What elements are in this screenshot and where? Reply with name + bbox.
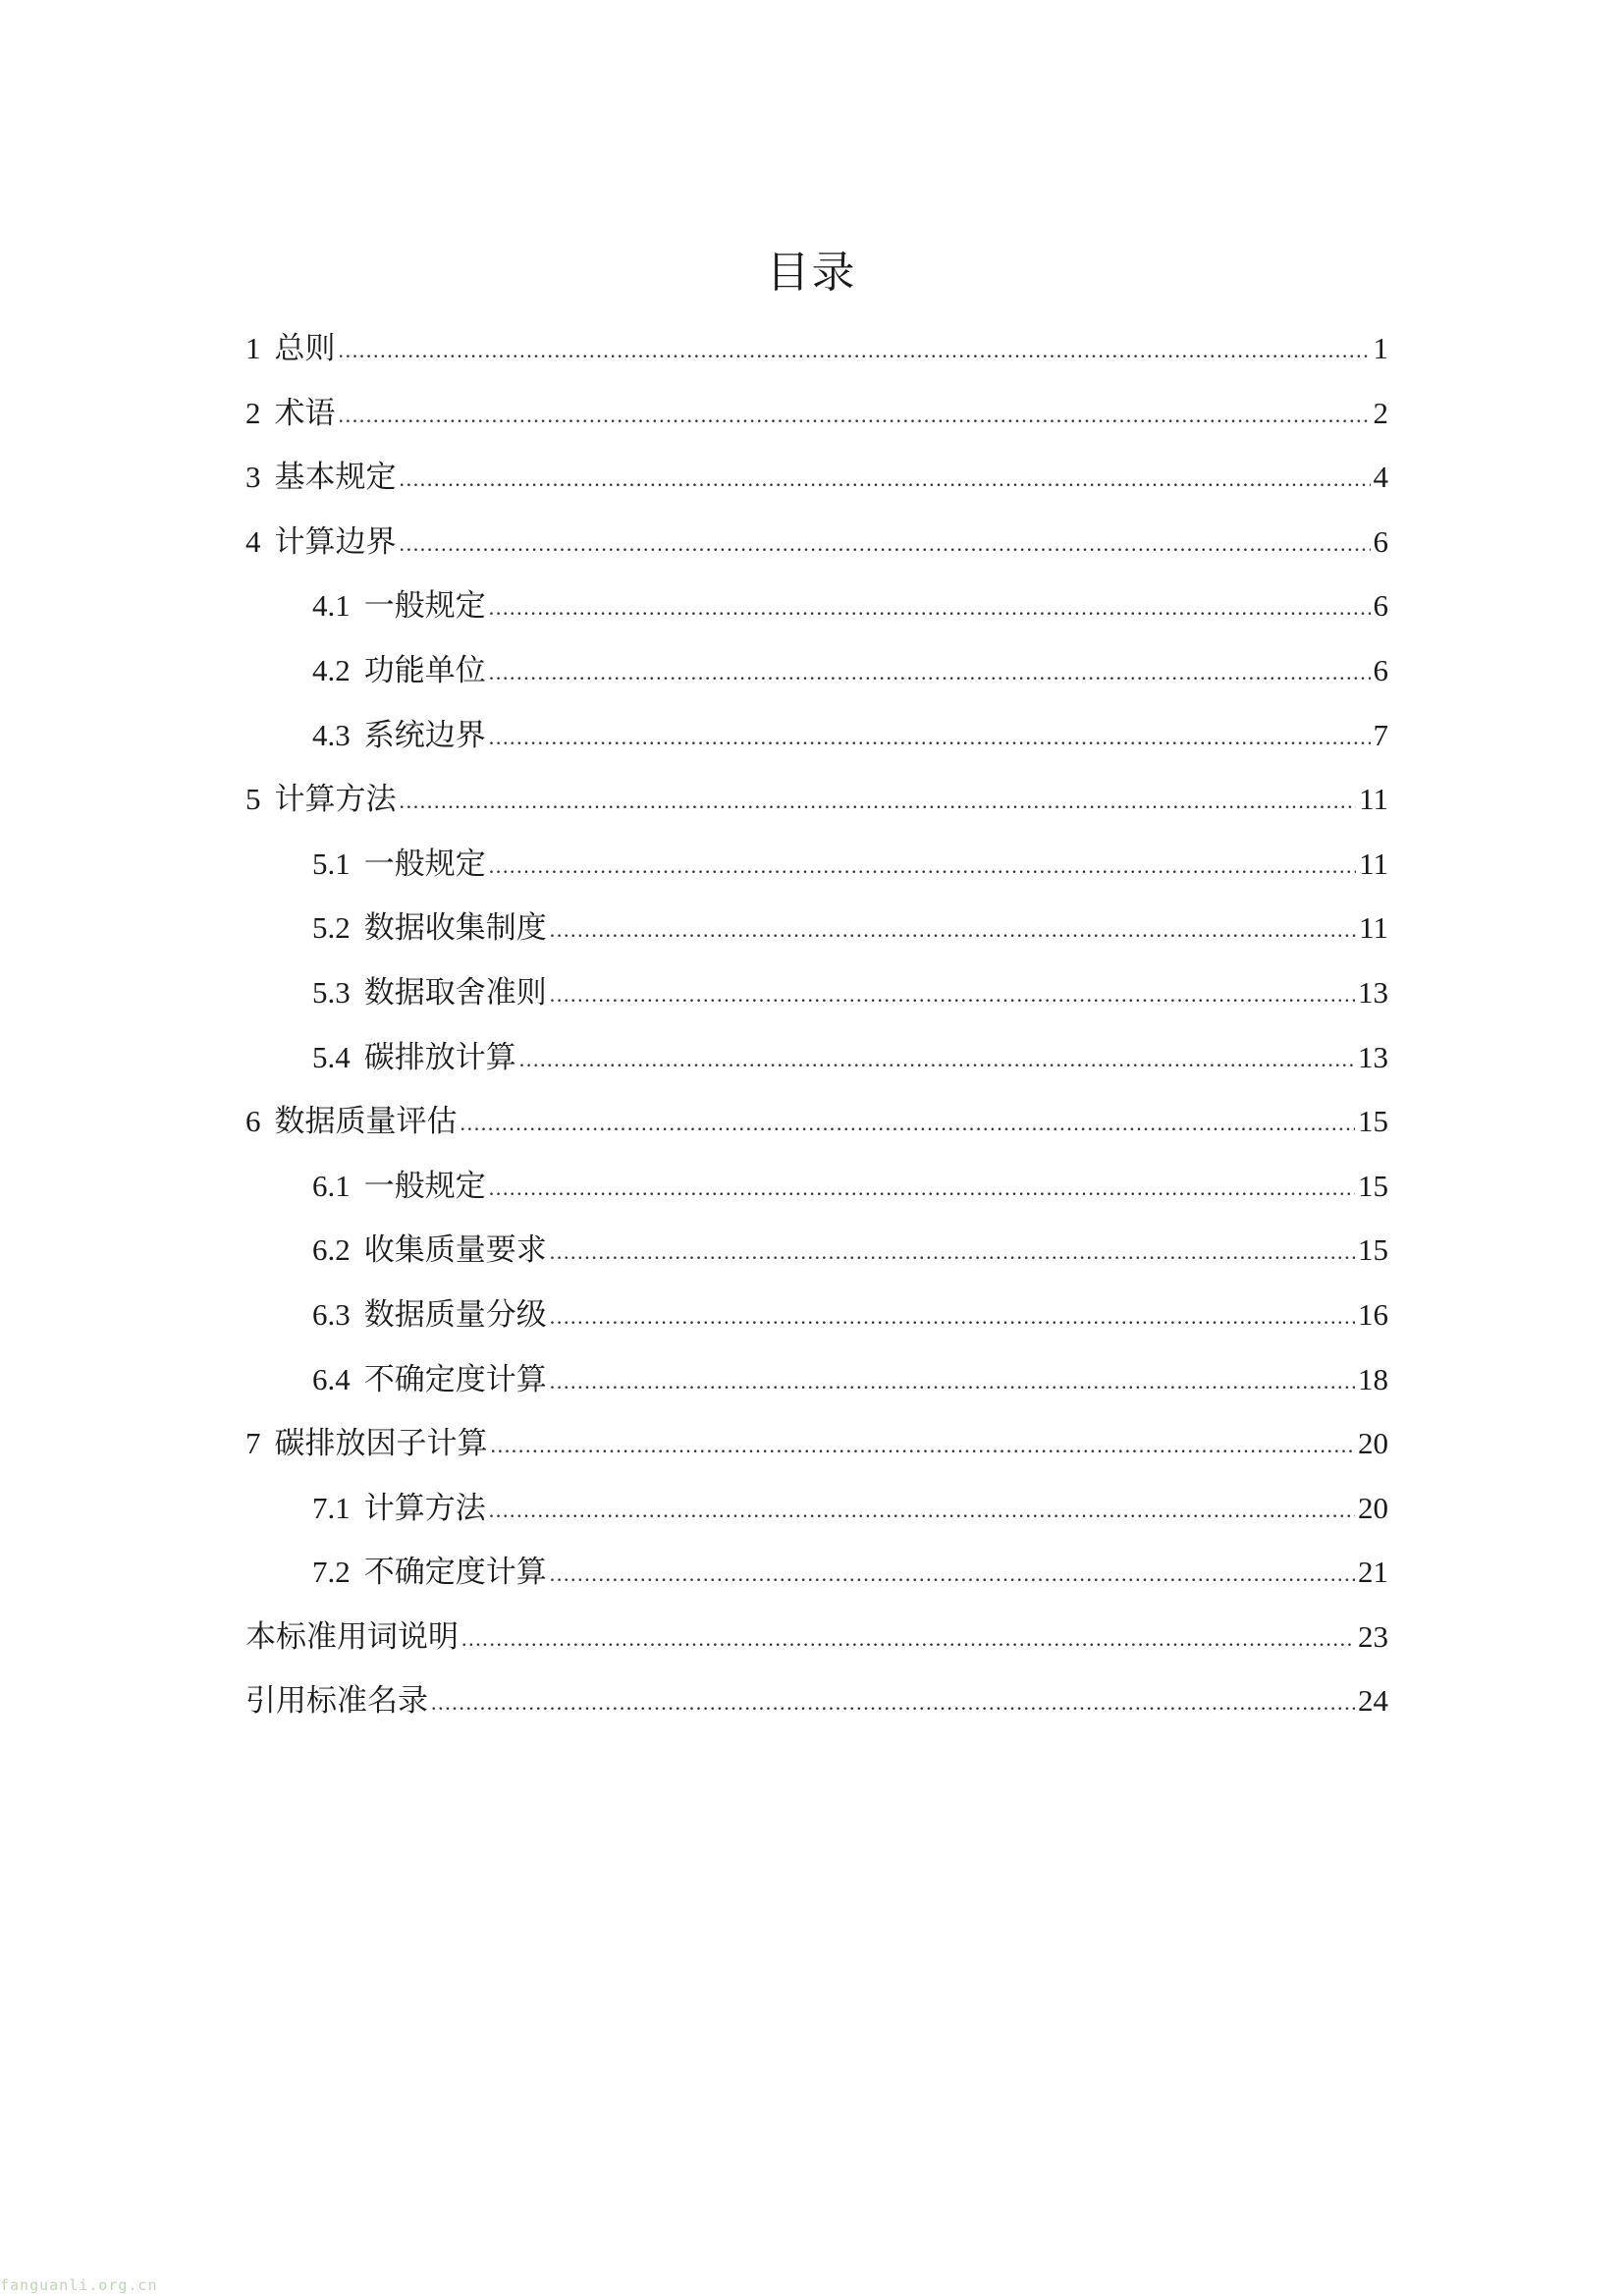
toc-entry-page-number: 6 bbox=[1373, 652, 1388, 687]
toc-entry-page-number: 23 bbox=[1358, 1618, 1388, 1654]
toc-entry-label: 数据质量评估 bbox=[274, 1104, 458, 1140]
toc-entry-number: 5 bbox=[245, 782, 261, 817]
toc-entry[interactable] bbox=[245, 1411, 1388, 1476]
dot-leader bbox=[489, 705, 1371, 770]
toc-entry-label: 计算方法 bbox=[363, 1490, 486, 1526]
toc-entry-number: 5.2 bbox=[312, 910, 351, 946]
dot-leader bbox=[431, 1670, 1355, 1735]
dot-leader bbox=[550, 1220, 1355, 1285]
toc-entry[interactable] bbox=[245, 316, 1388, 381]
toc-entry-page-number: 15 bbox=[1358, 1168, 1388, 1203]
toc-entry[interactable] bbox=[245, 1668, 1388, 1733]
toc-entry[interactable] bbox=[245, 574, 1388, 638]
dot-leader bbox=[519, 1027, 1355, 1092]
toc-entry-label: 不确定度计算 bbox=[363, 1555, 547, 1591]
toc-entry-page-number: 6 bbox=[1373, 523, 1388, 559]
toc-entry-page-number: 13 bbox=[1358, 974, 1388, 1010]
dot-leader bbox=[491, 1413, 1356, 1478]
dot-leader bbox=[550, 1285, 1355, 1349]
toc-entry-label: 一般规定 bbox=[363, 588, 486, 625]
toc-entry-number: 7.2 bbox=[312, 1555, 351, 1590]
toc-entry-number: 6.1 bbox=[312, 1168, 351, 1203]
dot-leader bbox=[400, 769, 1357, 834]
toc-entry-label: 术语 bbox=[274, 395, 336, 431]
toc-entry-page-number: 4 bbox=[1373, 460, 1388, 495]
toc-entry-page-number: 7 bbox=[1373, 717, 1388, 752]
toc-entry-page-number: 2 bbox=[1373, 395, 1388, 430]
toc-entry-label: 一般规定 bbox=[363, 1168, 486, 1204]
toc-entry-page-number: 15 bbox=[1358, 1232, 1388, 1268]
toc-entry-label: 不确定度计算 bbox=[363, 1361, 547, 1397]
toc-entry-page-number: 11 bbox=[1359, 782, 1388, 817]
dot-leader bbox=[550, 1349, 1355, 1414]
toc-entry-label: 碳排放因子计算 bbox=[274, 1426, 488, 1462]
toc-entry-number: 4 bbox=[245, 523, 261, 559]
toc-entry-number: 4.3 bbox=[312, 717, 351, 752]
toc-entry-page-number: 18 bbox=[1358, 1361, 1388, 1396]
toc-entry-page-number: 13 bbox=[1358, 1039, 1388, 1074]
toc-entry-label: 数据质量分级 bbox=[363, 1296, 547, 1333]
toc-entry-page-number: 24 bbox=[1358, 1683, 1388, 1719]
toc-entry-page-number: 15 bbox=[1358, 1104, 1388, 1139]
toc-entry-label: 计算方法 bbox=[274, 782, 397, 818]
dot-leader bbox=[489, 1156, 1355, 1221]
toc-title: 目录 bbox=[766, 247, 857, 298]
dot-leader bbox=[460, 1091, 1356, 1156]
toc-entry-number: 7 bbox=[245, 1426, 261, 1461]
toc-entry[interactable] bbox=[245, 1540, 1388, 1605]
toc-entry-number: 5.1 bbox=[312, 846, 351, 881]
toc-entry-page-number: 16 bbox=[1358, 1296, 1388, 1332]
toc-entry-page-number: 20 bbox=[1358, 1490, 1388, 1525]
toc-entry-number: 4.1 bbox=[312, 588, 351, 624]
toc-entry[interactable] bbox=[245, 896, 1388, 960]
toc-entry[interactable] bbox=[245, 381, 1388, 446]
toc-entry[interactable] bbox=[245, 767, 1388, 832]
toc-entry-page-number: 20 bbox=[1358, 1426, 1388, 1461]
dot-leader bbox=[339, 383, 1371, 448]
toc-entry-number: 5.4 bbox=[312, 1039, 351, 1074]
toc-entry-number: 6.3 bbox=[312, 1296, 351, 1332]
toc-entry[interactable] bbox=[245, 1283, 1388, 1347]
dot-leader bbox=[400, 447, 1371, 512]
dot-leader bbox=[461, 1607, 1355, 1671]
toc-entry-label: 引用标准名录 bbox=[245, 1683, 428, 1720]
toc-entry[interactable] bbox=[245, 445, 1388, 510]
toc-entry[interactable] bbox=[245, 1605, 1388, 1669]
toc-entry-label: 功能单位 bbox=[363, 652, 486, 688]
toc-entry[interactable] bbox=[245, 1218, 1388, 1283]
dot-leader bbox=[489, 575, 1371, 640]
toc-entry-number: 5.3 bbox=[312, 974, 351, 1010]
toc-entry[interactable] bbox=[245, 638, 1388, 703]
table-of-contents bbox=[245, 316, 1388, 1733]
toc-entry[interactable] bbox=[245, 703, 1388, 768]
toc-entry[interactable] bbox=[245, 1089, 1388, 1154]
dot-leader bbox=[550, 1542, 1355, 1607]
dot-leader bbox=[550, 898, 1356, 962]
toc-entry-number: 6.2 bbox=[312, 1232, 351, 1268]
toc-entry-number: 1 bbox=[245, 331, 261, 365]
toc-entry-number: 2 bbox=[245, 395, 261, 430]
dot-leader bbox=[489, 834, 1356, 899]
dot-leader bbox=[400, 512, 1371, 576]
dot-leader bbox=[550, 962, 1355, 1027]
toc-entry-label: 系统边界 bbox=[363, 717, 486, 753]
toc-entry[interactable] bbox=[245, 1347, 1388, 1412]
toc-entry-label: 数据取舍准则 bbox=[363, 974, 547, 1011]
toc-entry-label: 总则 bbox=[274, 331, 336, 366]
toc-entry-label: 收集质量要求 bbox=[363, 1232, 547, 1269]
toc-entry-page-number: 1 bbox=[1373, 331, 1388, 365]
toc-entry-page-number: 11 bbox=[1359, 846, 1388, 881]
toc-entry[interactable] bbox=[245, 510, 1388, 574]
watermark-text: fanguanli.org.cn bbox=[0, 2276, 158, 2294]
toc-entry[interactable] bbox=[245, 1025, 1388, 1090]
toc-entry-label: 一般规定 bbox=[363, 846, 486, 882]
toc-entry-number: 3 bbox=[245, 460, 261, 495]
toc-entry-label: 计算边界 bbox=[274, 523, 397, 560]
toc-entry-label: 碳排放计算 bbox=[363, 1039, 516, 1075]
toc-entry-label: 基本规定 bbox=[274, 460, 397, 496]
dot-leader bbox=[339, 318, 1371, 383]
toc-entry[interactable] bbox=[245, 1154, 1388, 1219]
toc-entry-label: 本标准用词说明 bbox=[245, 1618, 459, 1655]
toc-entry-page-number: 21 bbox=[1358, 1555, 1388, 1590]
toc-entry-number: 6.4 bbox=[312, 1361, 351, 1396]
dot-leader bbox=[489, 1478, 1355, 1543]
toc-entry-page-number: 6 bbox=[1373, 588, 1388, 624]
toc-entry-number: 7.1 bbox=[312, 1490, 351, 1525]
toc-entry[interactable] bbox=[245, 960, 1388, 1025]
toc-entry[interactable] bbox=[245, 832, 1388, 897]
toc-entry-label: 数据收集制度 bbox=[363, 910, 547, 947]
toc-entry[interactable] bbox=[245, 1476, 1388, 1541]
toc-entry-number: 6 bbox=[245, 1104, 261, 1139]
dot-leader bbox=[489, 640, 1371, 705]
toc-entry-page-number: 11 bbox=[1359, 910, 1388, 946]
toc-entry-number: 4.2 bbox=[312, 652, 351, 687]
